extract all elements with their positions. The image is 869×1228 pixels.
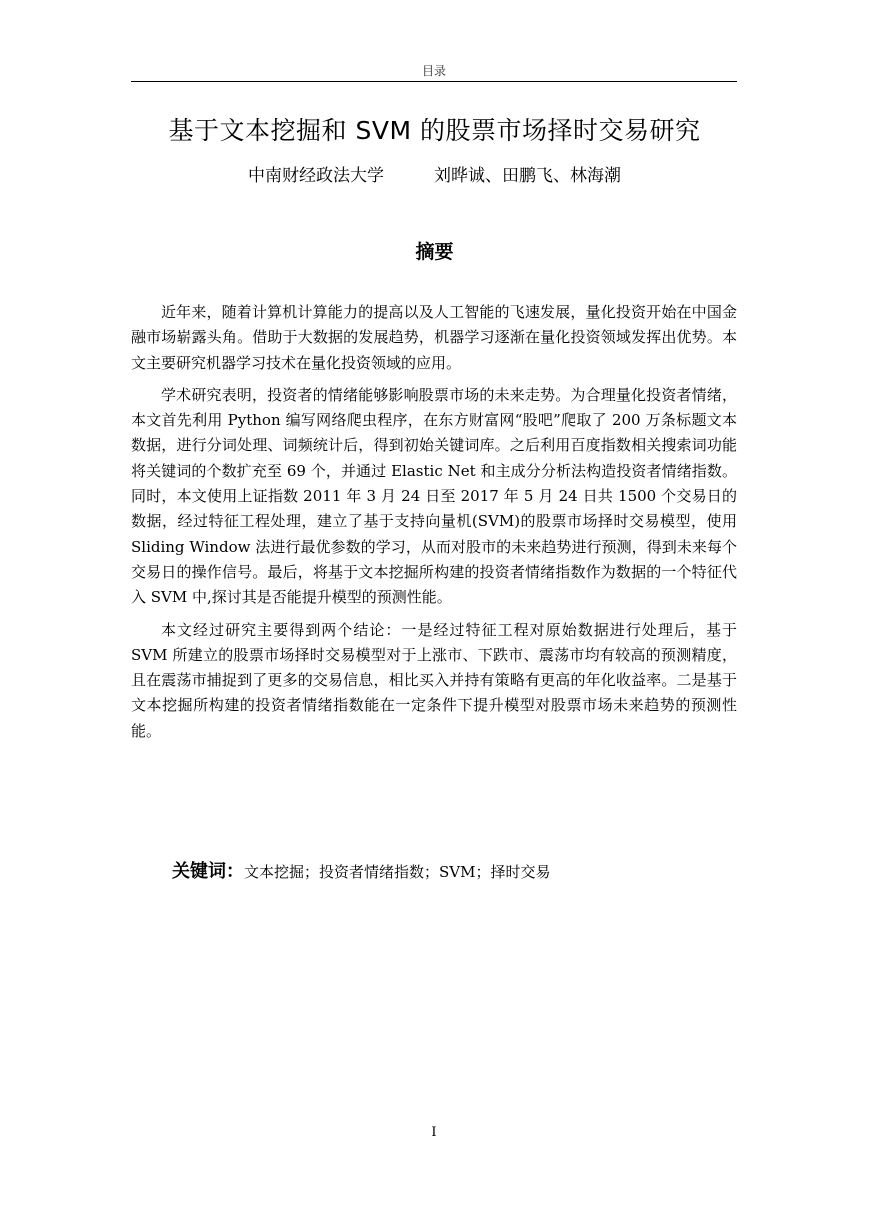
author-names: 刘晔诚、田鹏飞、林海潮 <box>434 166 621 186</box>
header-rule <box>131 81 737 82</box>
abstract-body <box>131 300 737 751</box>
abstract-heading: 摘要 <box>415 241 454 263</box>
paper-title: 基于文本挖掘和 SVM 的股票市场择时交易研究 <box>168 116 701 145</box>
abstract-paragraph-1: 近年来，随着计算机计算能力的提高以及人工智能的飞速发展，量化投资开始在中国金融市场崭露头角。借助于大数据的发展趋势，机器学习逐渐在量化投资领域发挥出优势。本文主要研究机器学习技术在量化投资领域的应用。 <box>131 303 737 372</box>
page-number: I <box>431 1125 437 1140</box>
affiliation: 中南财经政法大学 <box>248 166 384 186</box>
author-line <box>100 161 769 186</box>
keywords-text: 文本挖掘；投资者情绪指数；SVM；择时交易 <box>244 863 551 881</box>
abstract-paragraph-3: 本文经过研究主要得到两个结论：一是经过特征工程对原始数据进行处理后，基于 SVM 所建立的股票市场择时交易模型对于上涨市、下跌市、震荡市均有较高的预测精度，且在震荡市捕捉到了更多的交易信息，相比买入并持有策略有更高的年化收益率。二是基于文本挖掘所构建的投资者情绪指数能在一定条件下提升模型对股票市场未来趋势的预测性能。 <box>131 620 737 740</box>
running-header: 目录 <box>421 64 446 78</box>
abstract-paragraph-2: 学术研究表明，投资者的情绪能够影响股票市场的未来走势。为合理量化投资者情绪，本文首先利用 Python 编写网络爬虫程序，在东方财富网“股吧”爬取了 200 万条标题文本数据，进行分词处理、词频统计后，得到初始关键词库。之后利用百度指数相关搜索词功能将关键词的个数扩充至 69 个，并通过 Elastic Net 和主成分分析法构造投资者情绪指数。同时，本文使用上证指数 2011 年 3 月 24 日至 2017 年 5 月 24 日共 1500 个交易日的数据，经过特征工程处理，建立了基于支持向量机(SVM)的股票市场择时交易模型，使用 Sliding Window 法进行最优参数的学习，从而对股市的未来趋势进行预测，得到未来每个交易日的操作信号。最后，将基于文本挖掘所构建的投资者情绪指数作为数据的一个特征代入 SVM 中,探讨其是否能提升模型的预测性能。 <box>131 385 737 607</box>
keywords-line <box>172 857 737 883</box>
keywords-label: 关键词： <box>172 861 244 882</box>
